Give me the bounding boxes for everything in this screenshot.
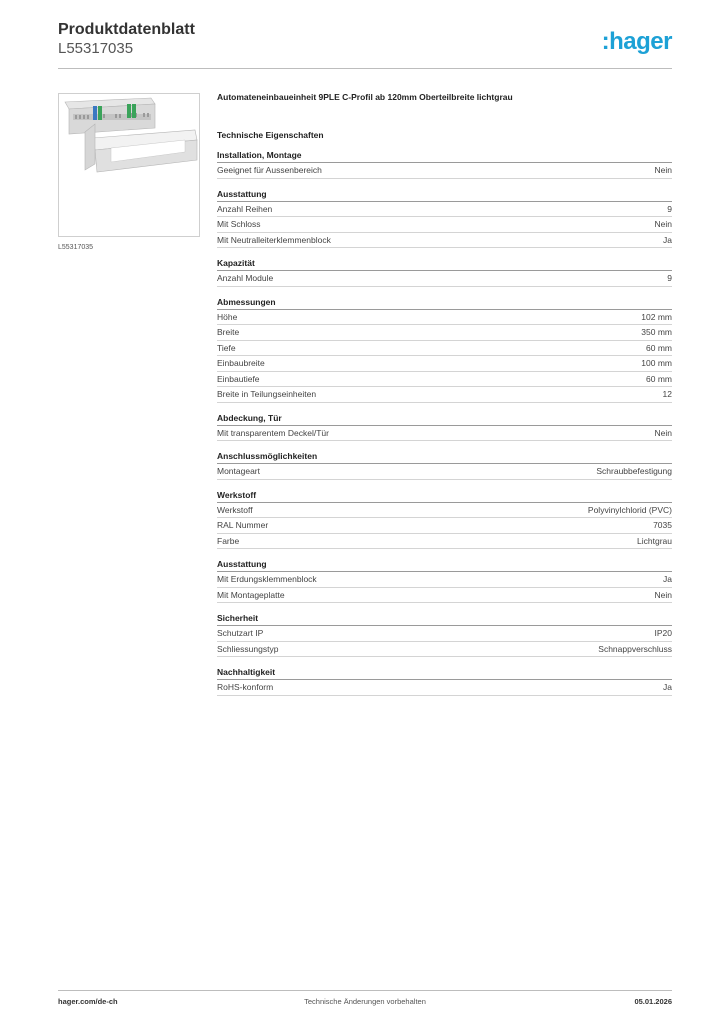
spec-group-title: Kapazität xyxy=(217,258,672,271)
spec-row xyxy=(217,503,672,519)
product-code: L55317035 xyxy=(58,40,134,57)
spec-label: Anzahl Module xyxy=(217,273,274,283)
spec-label: Montageart xyxy=(217,466,260,476)
section-title: Technische Eigenschaften xyxy=(217,130,324,140)
spec-row xyxy=(217,534,672,550)
spec-group-title: Abmessungen xyxy=(217,297,672,310)
spec-row xyxy=(217,387,672,403)
document-title: Produktdatenblatt xyxy=(58,21,195,38)
spec-row xyxy=(217,518,672,534)
spec-value: Nein xyxy=(654,589,672,600)
spec-group-title: Installation, Montage xyxy=(217,150,672,163)
spec-label: Geeignet für Aussenbereich xyxy=(217,165,322,175)
spec-group xyxy=(217,451,672,480)
spec-row xyxy=(217,325,672,341)
spec-label: RAL Nummer xyxy=(217,520,269,530)
spec-value: Lichtgrau xyxy=(637,535,672,546)
spec-group xyxy=(217,413,672,442)
footer-website: hager.com/de-ch xyxy=(58,997,118,1006)
spec-label: RoHS-konform xyxy=(217,682,274,692)
image-caption: L55317035 xyxy=(58,244,94,251)
spec-label: Werkstoff xyxy=(217,504,253,515)
product-image xyxy=(58,93,200,237)
spec-row xyxy=(217,642,672,658)
spec-group xyxy=(217,150,672,179)
page-footer xyxy=(58,997,672,1011)
spec-label: Schutzart IP xyxy=(217,628,264,638)
spec-value: 102 mm xyxy=(641,311,672,322)
spec-row xyxy=(217,372,672,388)
spec-label: Mit Schloss xyxy=(217,219,261,229)
spec-label: Anzahl Reihen xyxy=(217,203,273,214)
spec-label: Einbaubreite xyxy=(217,358,265,368)
spec-label: Mit transparentem Deckel/Tür xyxy=(217,427,329,438)
spec-row xyxy=(217,271,672,287)
spec-label: Einbautiefe xyxy=(217,373,260,384)
spec-row xyxy=(217,626,672,642)
spec-group-title: Ausstattung xyxy=(217,189,672,202)
footer-notice: Technische Änderungen vorbehalten xyxy=(304,997,426,1006)
spec-row xyxy=(217,163,672,179)
spec-group-title: Anschlussmöglichkeiten xyxy=(217,451,672,464)
logo-prefix: : xyxy=(601,28,610,55)
spec-row xyxy=(217,464,672,480)
spec-row xyxy=(217,572,672,588)
spec-value: Nein xyxy=(654,427,672,438)
spec-group xyxy=(217,189,672,249)
spec-row xyxy=(217,202,672,218)
page-header xyxy=(58,20,672,68)
spec-row xyxy=(217,680,672,696)
spec-row xyxy=(217,341,672,357)
spec-row xyxy=(217,356,672,372)
spec-label: Höhe xyxy=(217,311,238,322)
spec-content xyxy=(217,92,672,706)
spec-value: 350 mm xyxy=(641,327,672,337)
spec-row xyxy=(217,310,672,326)
spec-label: Breite xyxy=(217,327,240,337)
spec-label: Tiefe xyxy=(217,342,236,353)
spec-label: Mit Erdungsklemmenblock xyxy=(217,574,317,584)
spec-group xyxy=(217,613,672,657)
spec-group xyxy=(217,667,672,696)
spec-row xyxy=(217,588,672,604)
logo-text: hager xyxy=(609,28,672,55)
spec-group-title: Ausstattung xyxy=(217,559,672,572)
spec-value: Ja xyxy=(663,574,672,584)
spec-group-title: Nachhaltigkeit xyxy=(217,667,672,680)
hager-logo xyxy=(602,28,672,56)
spec-group xyxy=(217,490,672,550)
spec-value: 9 xyxy=(667,203,672,214)
header-divider xyxy=(58,68,672,69)
spec-value: Polyvinylchlorid (PVC) xyxy=(587,504,672,515)
spec-value: 12 xyxy=(662,389,672,399)
spec-value: 60 mm xyxy=(646,342,672,353)
spec-value: Ja xyxy=(663,234,672,245)
spec-row xyxy=(217,217,672,233)
spec-row xyxy=(217,233,672,249)
product-illustration xyxy=(59,94,199,236)
spec-value: 60 mm xyxy=(646,373,672,384)
spec-label: Mit Montageplatte xyxy=(217,589,285,600)
product-name: Automateneinbaueinheit 9PLE C-Profil ab 120mm Oberteilbreite lichtgrau xyxy=(217,92,513,102)
spec-label: Schliessungstyp xyxy=(217,643,279,654)
spec-groups xyxy=(217,150,672,696)
footer-divider xyxy=(58,990,672,991)
spec-group-title: Sicherheit xyxy=(217,613,672,626)
spec-value: Schraubbefestigung xyxy=(596,466,672,476)
footer-date: 05.01.2026 xyxy=(634,997,672,1006)
spec-group-title: Werkstoff xyxy=(217,490,672,503)
spec-group xyxy=(217,258,672,287)
spec-value: Schnappverschluss xyxy=(598,643,672,654)
spec-value: 7035 xyxy=(653,520,672,530)
spec-value: Nein xyxy=(654,165,672,175)
spec-row xyxy=(217,426,672,442)
spec-value: 100 mm xyxy=(641,358,672,368)
spec-value: 9 xyxy=(667,273,672,283)
spec-group-title: Abdeckung, Tür xyxy=(217,413,672,426)
spec-group xyxy=(217,559,672,603)
spec-label: Farbe xyxy=(217,535,240,546)
spec-label: Mit Neutralleiterklemmenblock xyxy=(217,234,331,245)
spec-value: Nein xyxy=(654,219,672,229)
spec-value: IP20 xyxy=(654,628,672,638)
spec-label: Breite in Teilungseinheiten xyxy=(217,389,317,399)
spec-value: Ja xyxy=(663,682,672,692)
spec-group xyxy=(217,297,672,403)
